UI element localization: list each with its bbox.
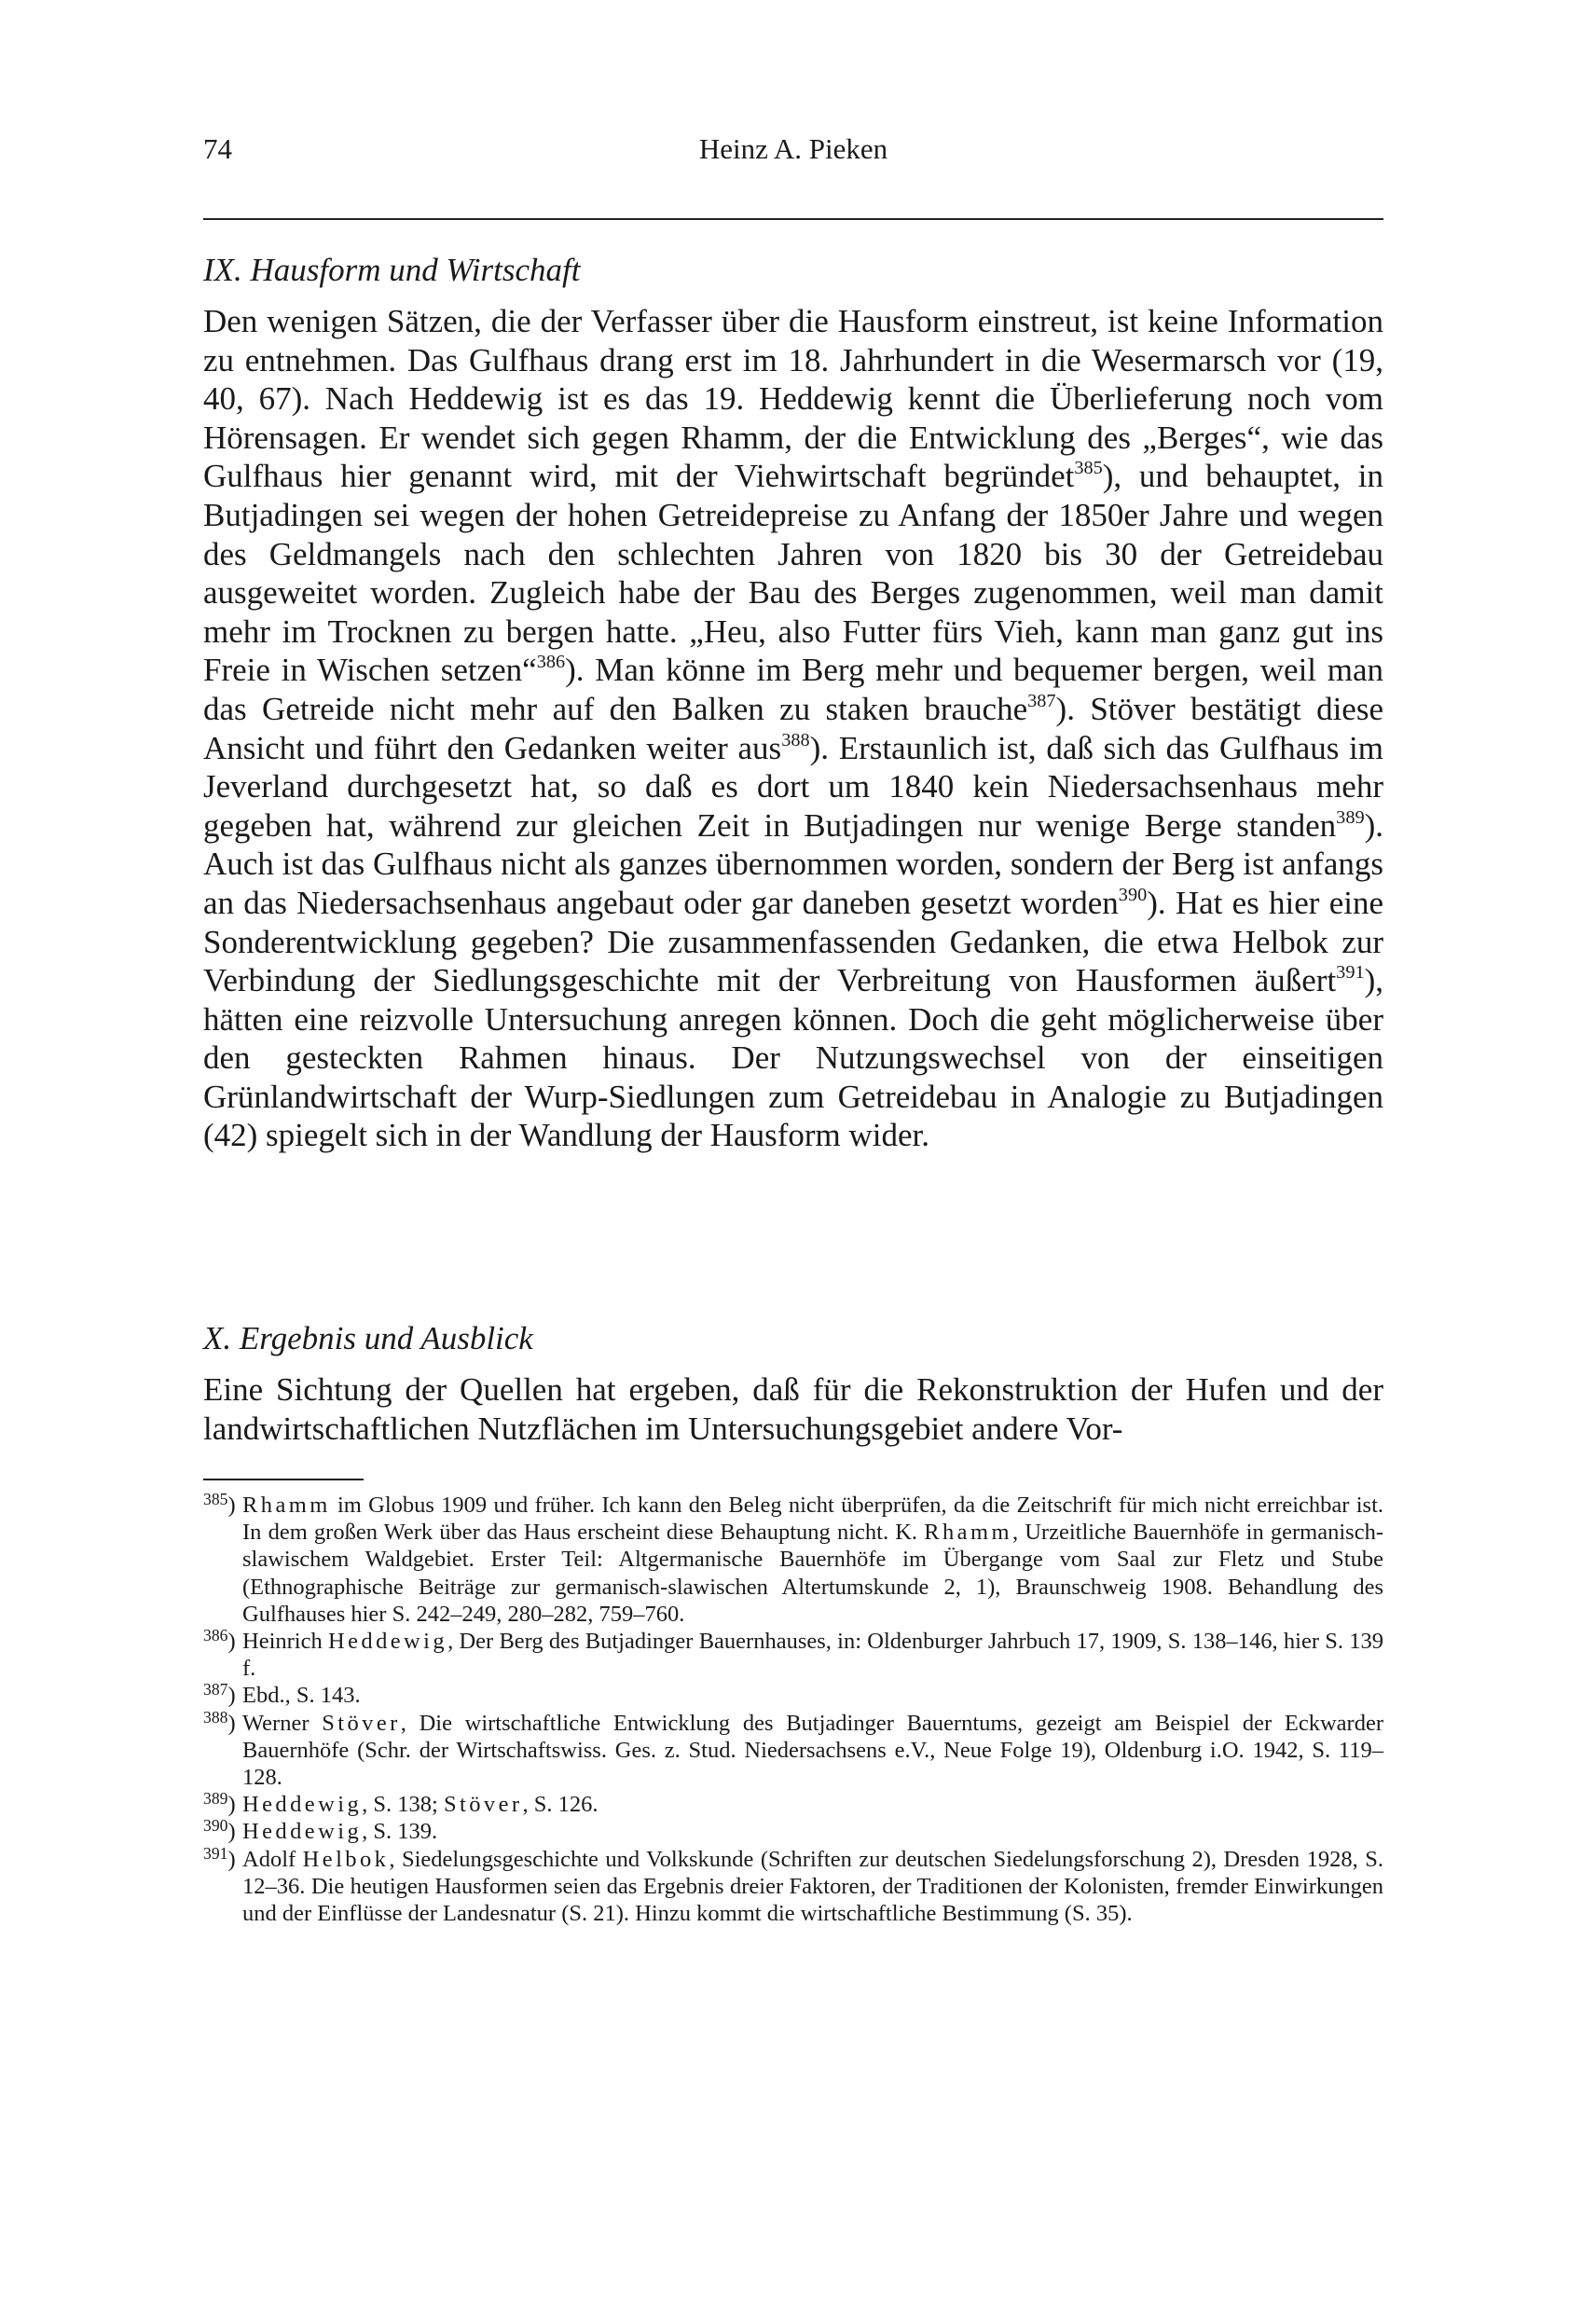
text-run: ), und behauptet, in Butjadingen sei wegen der hohen Getreidepreise zu Anfang der 1850er Jahre und wegen des Geldmangels nach den schlechten Jahren von 1820 bis 30 der Getreidebau ausgeweitet worden. Zugleich habe der Bau des Berges zugenommen, weil man damit mehr im Trocknen zu bergen hatte. „Heu, also Futter fürs Vieh, kann man ganz gut ins Freie in Wischen setzen“ <box>203 458 1383 689</box>
text-run: ), hätten eine reizvolle Untersuchung anregen können. Doch die geht möglicherweise über den gesteckten Rahmen hinaus. Der Nutzungswechsel von der einseitigen Grünlandwirtschaft der Wurp-Siedlungen zum Getreidebau in Analogie zu Butjadingen (42) spiegelt sich in der Wandlung der Hausform wider. <box>203 962 1383 1154</box>
author-name: Heddewig <box>242 1792 363 1818</box>
page-number: 74 <box>203 132 232 165</box>
footnote-mark: $^{388}$) <box>203 1707 236 1736</box>
author-name: Stöver <box>443 1792 523 1818</box>
text-run: ). Erstaunlich ist, daß sich das Gulfhaus im Jeverland durchgesetzt hat, so daß es dort um 1840 kein Niedersachsenhaus mehr gegeben hat, während zur gleichen Zeit in Butjadingen nur wenige Berge standen <box>203 729 1384 844</box>
author-name: Rhamm <box>242 1493 331 1518</box>
footnote-388: $^{388}$) Werner Stöver, Die wirtschaftliche Entwicklung des Butjadinger Bauerntums, gezeigt am Beispiel der Eckwarder Bauernhöfe (Schr. der Wirtschaftswiss. Ges. z. Stud. Niedersachsens e.V., Neue Folge 19), Oldenburg i.O. 1942, S. 119–128. <box>203 1707 1383 1791</box>
running-head-author: Heinz A. Pieken <box>698 132 888 165</box>
footnote-ref-391[interactable]: 391 <box>1336 961 1365 983</box>
section-title-ix: IX. Hausform und Wirtschaft <box>203 252 581 288</box>
footnotes <box>203 1492 1383 1927</box>
footnote-390: $^{390}$) Heddewig, S. 139. <box>203 1816 438 1845</box>
author-name: Rhamm <box>924 1520 1012 1546</box>
running-head <box>203 131 1383 168</box>
footnote-386: $^{386}$) Heinrich Heddewig, Der Berg des Butjadinger Bauernhauses, in: Oldenburger Jahrbuch 17, 1909, S. 138–146, hier S. 139 f. <box>203 1626 1383 1682</box>
text-run: Den wenigen Sätzen, die der Verfasser über die Hausform einstreut, ist keine Information zu entnehmen. Das Gulfhaus drang erst im 18. Jahrhundert in die Wesermarsch vor (19, 40, 67). Nach Heddewig ist es das 19. Heddewig kennt die Überlieferung noch vom Hörensagen. Er wendet sich gegen Rhamm, der die Entwicklung des „Berges“, wie das Gulfhaus hier genannt wird, mit der Viehwirtschaft begründet <box>203 303 1383 495</box>
footnote-ref-385[interactable]: 385 <box>1074 458 1103 479</box>
footnote-mark: $^{389}$) <box>203 1789 236 1818</box>
footnote-387: $^{387}$) Ebd., S. 143. <box>203 1680 361 1709</box>
author-name: Heddewig <box>327 1629 448 1655</box>
section-x-paragraph: Eine Sichtung der Quellen hat ergeben, daß für die Rekonstruktion der Hufen und der landwirtschaftlichen Nutzflächen im Untersuchungsgebiet andere Vor- <box>203 1371 1383 1447</box>
text-run: ). Auch ist das Gulfhaus nicht als ganzes übernommen worden, sondern der Berg ist anfangs an das Niedersachsenhaus angebaut oder gar daneben gesetzt worden <box>203 806 1383 921</box>
footnote-389: $^{389}$) Heddewig, S. 138; Stöver, S. 126. <box>203 1789 598 1818</box>
section-title-x: X. Ergebnis und Ausblick <box>203 1320 533 1356</box>
author-name: Heddewig <box>242 1819 363 1845</box>
footnote-mark: $^{387}$) <box>203 1680 236 1709</box>
footnote-ref-389[interactable]: 389 <box>1336 806 1365 828</box>
text-run: ). Stöver bestätigt diese Ansicht und führt den Gedanken weiter aus <box>203 690 1384 766</box>
footnote-ref-388[interactable]: 388 <box>781 729 810 750</box>
header-rule <box>203 218 1383 220</box>
footnote-mark: $^{391}$) <box>203 1843 236 1872</box>
footnote-ref-386[interactable]: 386 <box>536 652 566 673</box>
author-name: Stöver <box>322 1710 401 1736</box>
author-name: Helbok <box>302 1846 390 1872</box>
footnote-mark: $^{386}$) <box>203 1626 236 1655</box>
section-ix-paragraph <box>203 302 1383 1155</box>
footnote-ref-390[interactable]: 390 <box>1118 884 1148 905</box>
footnote-385: $^{385}$) Rhamm im Globus 1909 und früher. Ich kann den Beleg nicht überprüfen, da die Zeitschrift für mich nicht erreichbar ist. In dem großen Werk über das Haus erscheint diese Behauptung nicht. K. Rhamm, Urzeitliche Bauernhöfe in germanisch-slawischem Waldgebiet. Erster Teil: Altgermanische Bauernhöfe im Übergange vom Saal zur Fletz und Stube (Ethnographische Beiträge zur germanisch-slawischen Altertumskunde 2, 1), Braunschweig 1908. Behandlung des Gulfhauses hier S. 242–249, 280–282, 759–760. <box>203 1490 1383 1627</box>
footnote-mark: $^{390}$) <box>203 1816 236 1845</box>
footnote-mark: $^{385}$) <box>203 1490 236 1518</box>
footnote-rule <box>203 1479 364 1480</box>
footnote-391: $^{391}$) Adolf Helbok, Siedelungsgeschichte und Volkskunde (Schriften zur deutschen Siedelungsforschung 2), Dresden 1928, S. 12–36. Die heutigen Hausformen seien das Ergebnis dreier Faktoren, der Traditionen der Kolonisten, fremder Einwirkungen und der Einflüsse der Landesnatur (S. 21). Hinzu kommt die wirtschaftliche Bestimmung (S. 35). <box>203 1843 1383 1927</box>
footnote-ref-387[interactable]: 387 <box>1027 690 1056 711</box>
text-run: ). Hat es hier eine Sonderentwicklung gegeben? Die zusammenfassenden Gedanken, die etwa Helbok zur Verbindung der Siedlungsgeschichte mit der Verbreitung von Hausformen äußert <box>203 884 1383 999</box>
text-run: ). Man könne im Berg mehr und bequemer bergen, weil man das Getreide nicht mehr auf den Balken zu staken brauche <box>203 652 1384 727</box>
